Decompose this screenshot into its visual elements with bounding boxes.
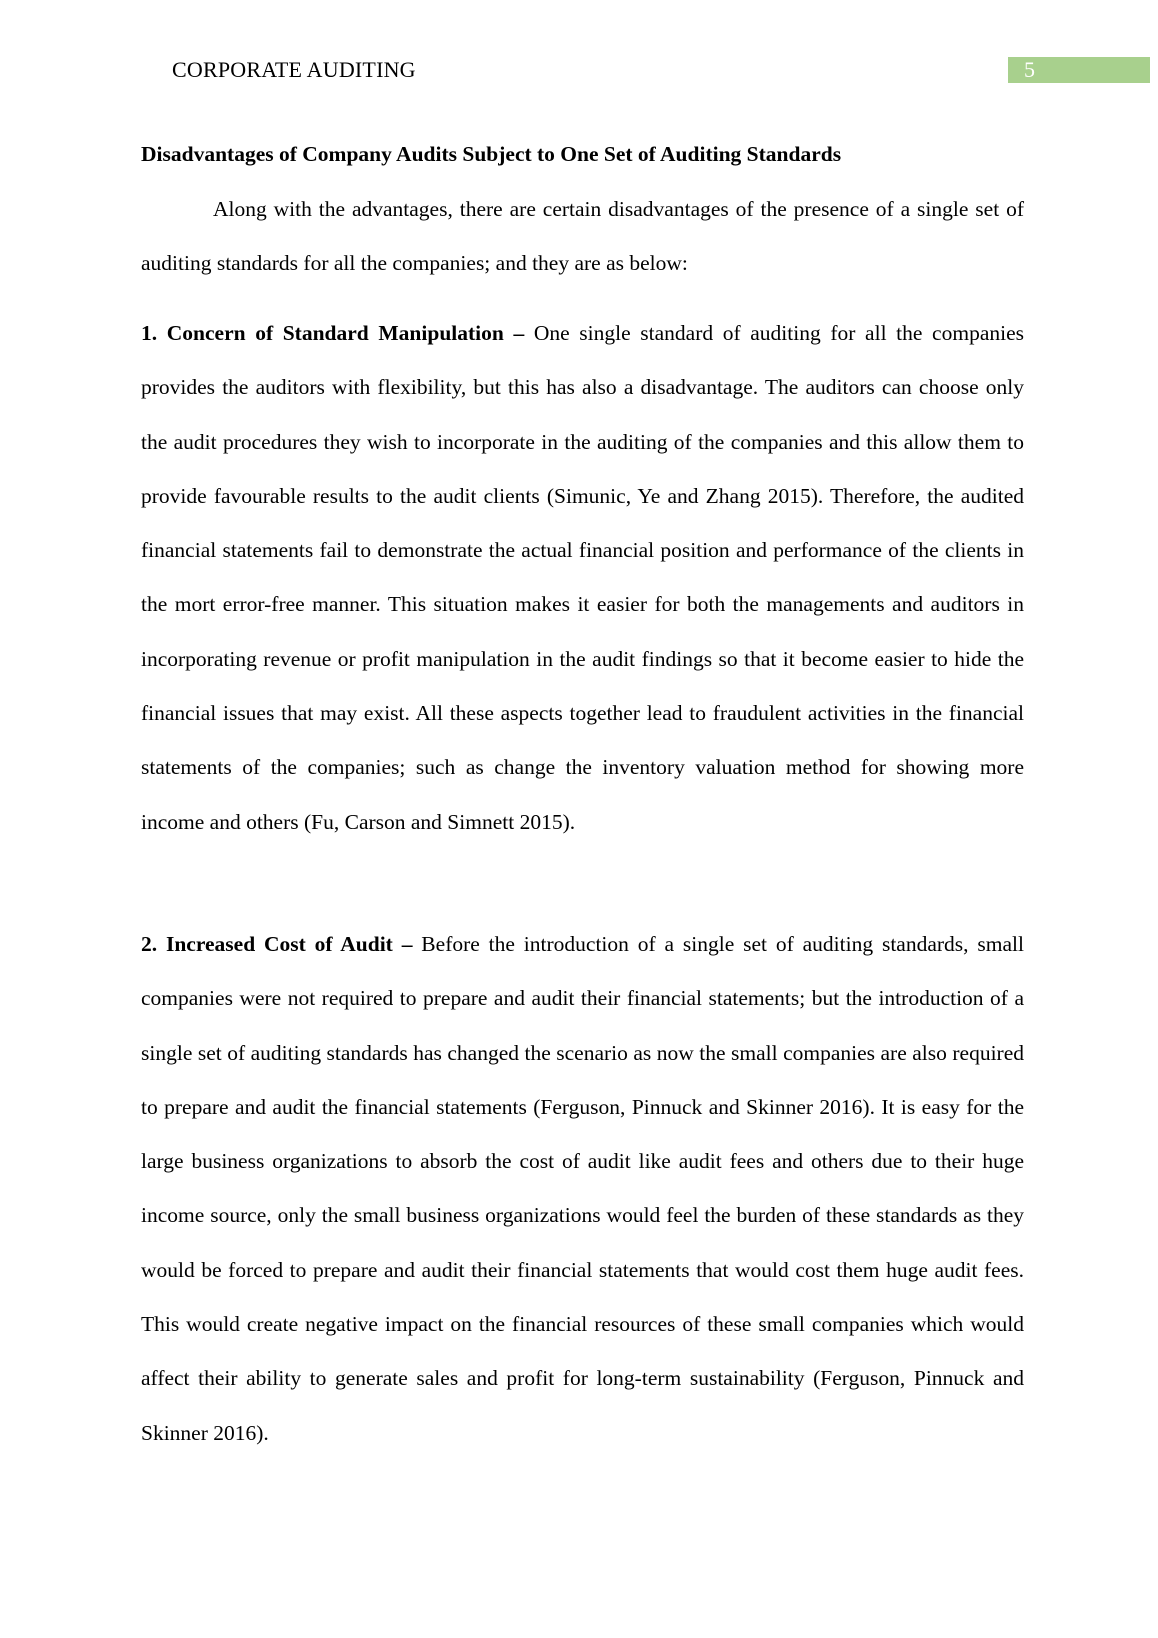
- page-number: 5: [1024, 57, 1035, 82]
- point-body-manipulation: One single standard of auditing for all the companies provides the auditors with flexibility, but this has also a disadvantage. The auditors can choose only the audit procedures they wish to incorporate in the auditing of the companies and this allow them to provide favourable results to the audit clients (Simunic, Ye and Zhang 2015). Therefore, the audited financial statements fail to demonstrate the actual financial position and performance of the clients in the mort error-free manner. This situation makes it easier for both the managements and auditors in incorporating revenue or profit manipulation in the audit findings so that it become easier to hide the financial issues that may exist. All these aspects together lead to fraudulent activities in the financial statements of the companies; such as change the inventory valuation method for showing more income and others (Fu, Carson and Simnett 2015).: [141, 321, 1024, 834]
- running-header-title: CORPORATE AUDITING: [172, 57, 416, 82]
- point-heading-manipulation: 1. Concern of Standard Manipulation –: [141, 321, 525, 345]
- point-paragraph-cost: [141, 917, 1024, 1460]
- section-heading: Disadvantages of Company Audits Subject to One Set of Auditing Standards: [141, 142, 842, 166]
- point-paragraph-manipulation: [141, 306, 1024, 849]
- point-heading-cost: 2. Increased Cost of Audit –: [141, 932, 413, 956]
- page-number-badge: [1008, 57, 1150, 83]
- point-body-cost: Before the introduction of a single set of auditing standards, small companies were not required to prepare and audit their financial statements; but the introduction of a single set of auditing standards has changed the scenario as now the small companies are also required to prepare and audit the financial statements (Ferguson, Pinnuck and Skinner 2016). It is easy for the large business organizations to absorb the cost of audit like audit fees and others due to their huge income source, only the small business organizations would feel the burden of these standards as they would be forced to prepare and audit their financial statements that would cost them huge audit fees. This would create negative impact on the financial resources of these small companies which would affect their ability to generate sales and profit for long-term sustainability (Ferguson, Pinnuck and Skinner 2016).: [141, 932, 1024, 1445]
- intro-paragraph: Along with the advantages, there are certain disadvantages of the presence of a single set of auditing standards for all the companies; and they are as below:: [141, 197, 1024, 276]
